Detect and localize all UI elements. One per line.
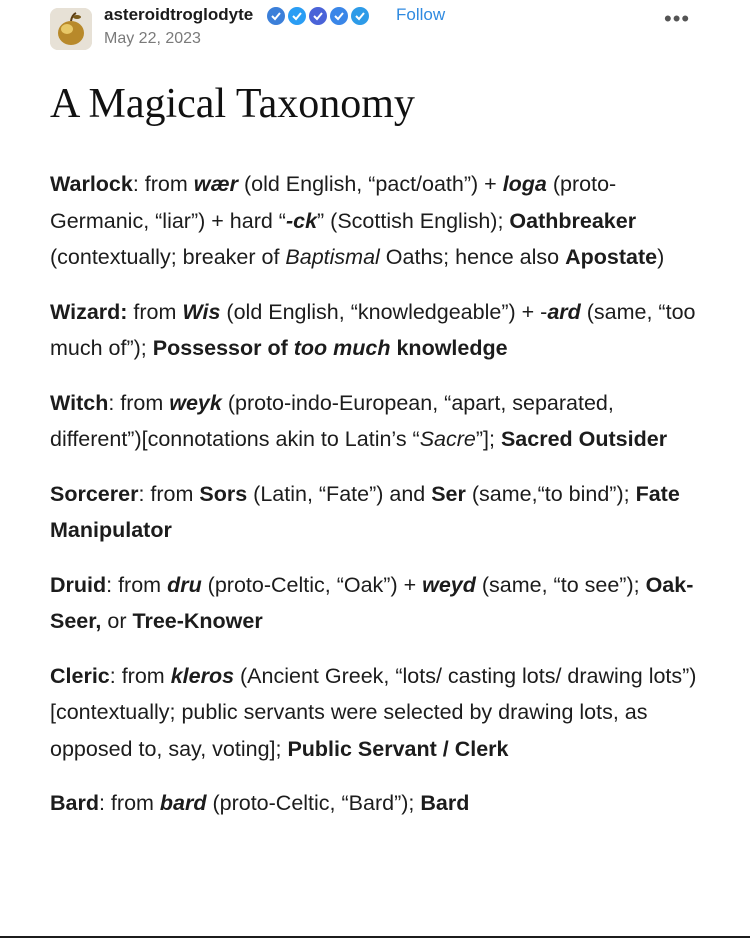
entry-text-segment: : from — [138, 481, 200, 506]
entry-text-segment: Sacred Outsider — [500, 427, 668, 451]
entry-text-segment: : from — [132, 172, 194, 196]
avatar[interactable] — [50, 8, 92, 50]
username-link[interactable]: asteroidtroglodyte — [104, 5, 254, 24]
entry-text-segment: weyk — [169, 390, 222, 415]
entry-text-segment: (Ancient Greek, “lots/ casting lots/ drawing lots”) [contextually; public servants were selected by drawing lots, as opposed to, say, voting]; — [50, 663, 697, 761]
entry-sorcerer — [50, 476, 710, 549]
entry-text-segment: Bard — [420, 791, 470, 815]
verified-badge-icon — [350, 6, 370, 26]
entry-text-segment: ” (Scottish English); — [317, 208, 510, 233]
entry-text-segment: Ser — [431, 481, 466, 506]
entry-text-segment: Warlock — [50, 172, 133, 196]
entry-text-segment: bard — [159, 791, 207, 815]
entry-cleric — [50, 658, 710, 768]
entry-text-segment: Baptismal — [285, 245, 380, 269]
entry-text-segment: -ck — [285, 208, 318, 233]
entry-text-segment: : from — [106, 572, 168, 597]
entry-text-segment: (proto-Celtic, “Oak”) + — [201, 572, 423, 597]
verified-badge-icon — [308, 6, 328, 26]
entry-warlock — [50, 166, 710, 276]
entry-text-segment: (contextually; breaker of — [50, 245, 286, 269]
entry-text-segment: loga — [502, 172, 547, 196]
entry-text-segment: Oathbreaker — [509, 208, 637, 233]
entry-text-segment: (old English, “pact/oath”) + — [237, 172, 503, 196]
follow-button[interactable]: Follow — [396, 5, 446, 24]
entry-text-segment: Possessor of — [152, 336, 294, 360]
entry-text-segment: or — [101, 609, 133, 633]
entry-wizard — [50, 294, 710, 367]
entry-text-segment: Sorcerer — [50, 481, 139, 506]
entry-text-segment: (same, “too much of”); — [50, 299, 696, 360]
more-options-icon[interactable]: ••• — [664, 6, 691, 31]
entry-text-segment: ) — [657, 245, 665, 269]
entry-text-segment: : from — [98, 791, 160, 815]
verified-badge-icon — [266, 6, 286, 26]
entry-text-segment: Oak-Seer, — [50, 572, 694, 633]
entry-text-segment: Cleric — [50, 663, 110, 688]
entry-text-segment: ard — [547, 299, 581, 324]
entry-text-segment: dru — [167, 572, 202, 597]
entry-text-segment: (proto-indo-European, “apart, separated, different”)[connotations akin to Latin’s “ — [50, 390, 614, 451]
entry-text-segment: Sors — [199, 481, 248, 506]
verified-badge-icon — [287, 6, 307, 26]
verified-badge-icon — [329, 6, 349, 26]
entry-text-segment: Druid — [50, 572, 107, 597]
post-body — [50, 166, 710, 822]
entry-text-segment: Sacre — [419, 427, 476, 451]
entry-text-segment: kleros — [170, 663, 235, 688]
post-date: May 22, 2023 — [104, 30, 201, 47]
entry-text-segment: ( — [247, 481, 261, 506]
entry-text-segment: (same,“to bind”); — [465, 481, 636, 506]
entry-text-segment: Apostate — [565, 245, 658, 269]
entry-druid — [50, 567, 710, 640]
entry-text-segment: : from — [109, 663, 171, 688]
entry-text-segment: ”]; — [475, 427, 501, 451]
entry-witch — [50, 385, 710, 458]
entry-text-segment: Oaths; hence also — [379, 245, 566, 269]
entry-text-segment: : from — [108, 390, 170, 415]
entry-text-segment: Wis — [182, 299, 221, 324]
entry-text-segment: Fate Manipulator — [50, 481, 680, 542]
entry-text-segment: Public Servant / Clerk — [287, 736, 509, 761]
entry-text-segment: Bard — [50, 791, 99, 815]
entry-text-segment: wær — [193, 172, 238, 196]
entry-text-segment: Wizard: — [50, 299, 128, 324]
entry-text-segment: Latin, “Fate”) and — [260, 481, 432, 506]
entry-text-segment: (old English, “knowledgeable”) + - — [220, 299, 548, 324]
post-header — [0, 0, 750, 60]
entry-text-segment: Tree-Knower — [132, 609, 263, 633]
entry-text-segment: too much — [293, 336, 391, 360]
divider — [0, 936, 750, 938]
entry-text-segment: from — [127, 299, 183, 324]
entry-text-segment: (same, “to see”); — [475, 572, 646, 597]
entry-bard — [50, 785, 710, 822]
entry-text-segment: knowledge — [390, 336, 508, 360]
entry-text-segment: (proto-Celtic, “Bard”); — [206, 791, 421, 815]
entry-text-segment: (proto-Germanic, “liar”) + hard “ — [50, 172, 617, 233]
post-title: A Magical Taxonomy — [50, 81, 415, 127]
entry-text-segment: weyd — [422, 572, 476, 597]
golden-apple-icon — [50, 8, 92, 50]
entry-text-segment: Witch — [50, 390, 109, 415]
